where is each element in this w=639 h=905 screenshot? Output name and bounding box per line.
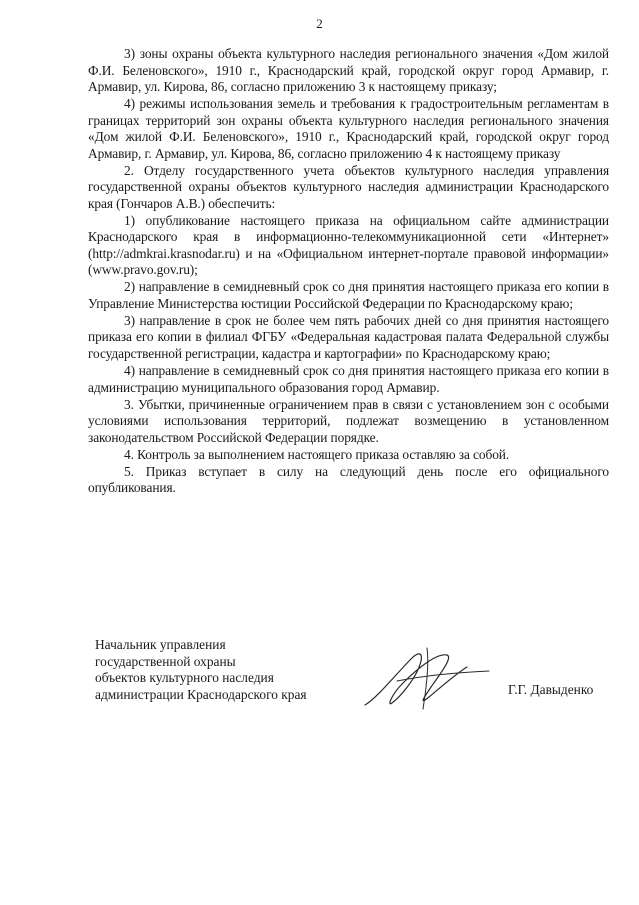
signature-block [95, 637, 615, 717]
document-body [88, 46, 609, 497]
paragraph-zone-protection: 3) зоны охраны объекта культурного наследия регионального значения «Дом жилой Ф.И. Беленовского», 1910 г., Краснодарский край, городской округ город Армавир, г. Армавир, ул. Кирова, 86, согласно приложению 3 к настоящему приказу; [88, 46, 609, 94]
paragraph-armavir-administration: 4) направление в семидневный срок со дня принятия настоящего приказа его копии в администрацию муниципального образования город Армавир. [88, 363, 609, 395]
signatory-title-line: Начальник управления [95, 637, 226, 652]
signatory-title-line: администрации Краснодарского края [95, 686, 307, 702]
page-number: 2 [316, 16, 323, 31]
paragraph-section-2: 2. Отделу государственного учета объектов культурного наследия управления государственной охраны объектов культурного наследия администрации Краснодарского края (Гончаров А.В.) обеспечить: [88, 162, 609, 211]
paragraph-cadastral-chamber: 3) направление в срок не более чем пять рабочих дней со дня принятия настоящего приказа его копии в филиал ФГБУ «Федеральная кадастровая палата Федеральной службы государственной регистрации, кадастра и картографии» по Краснодарскому краю; [88, 312, 609, 361]
signatory-title-line: государственной охраны [95, 653, 236, 669]
signatory-title-line: объектов культурного наследия [95, 670, 274, 685]
paragraph-ministry-of-justice: 2) направление в семидневный срок со дня принятия настоящего приказа его копии в Управление Министерства юстиции Российской Федерации по Краснодарскому краю; [88, 279, 609, 311]
signatory-name: Г.Г. Давыденко [508, 682, 594, 697]
handwritten-signature [357, 643, 497, 713]
paragraph-land-use-regimes: 4) режимы использования земель и требования к градостроительным регламентам в границах территорий зон охраны объекта культурного наследия регионального значения «Дом жилой Ф.И. Беленовского», 1910 г., Краснодарский край, городской округ город Армавир, г. Армавир, ул. Кирова, 86, согласно приложению 4 к настоящему приказу [88, 96, 609, 161]
paragraph-section-4-control: 4. Контроль за выполнением настоящего приказа оставляю за собой. [124, 446, 510, 462]
paragraph-section-5-effect: 5. Приказ вступает в силу на следующий день после его официального опубликования. [88, 463, 609, 496]
signatory-title [95, 637, 355, 703]
paragraph-section-3-damages: 3. Убытки, причиненные ограничением прав в связи с установлением зон с особыми условиями использования территорий, подлежат возмещению в установленном законодательством Российской Федерации порядке. [88, 396, 609, 445]
paragraph-publication: 1) опубликование настоящего приказа на официальном сайте администрации Краснодарского края в информационно-телекоммуникационной сети «Интернет» (http://admkrai.krasnodar.ru) и на «Официальном интернет-портале правовой информации» (www.pravo.gov.ru); [88, 212, 609, 278]
